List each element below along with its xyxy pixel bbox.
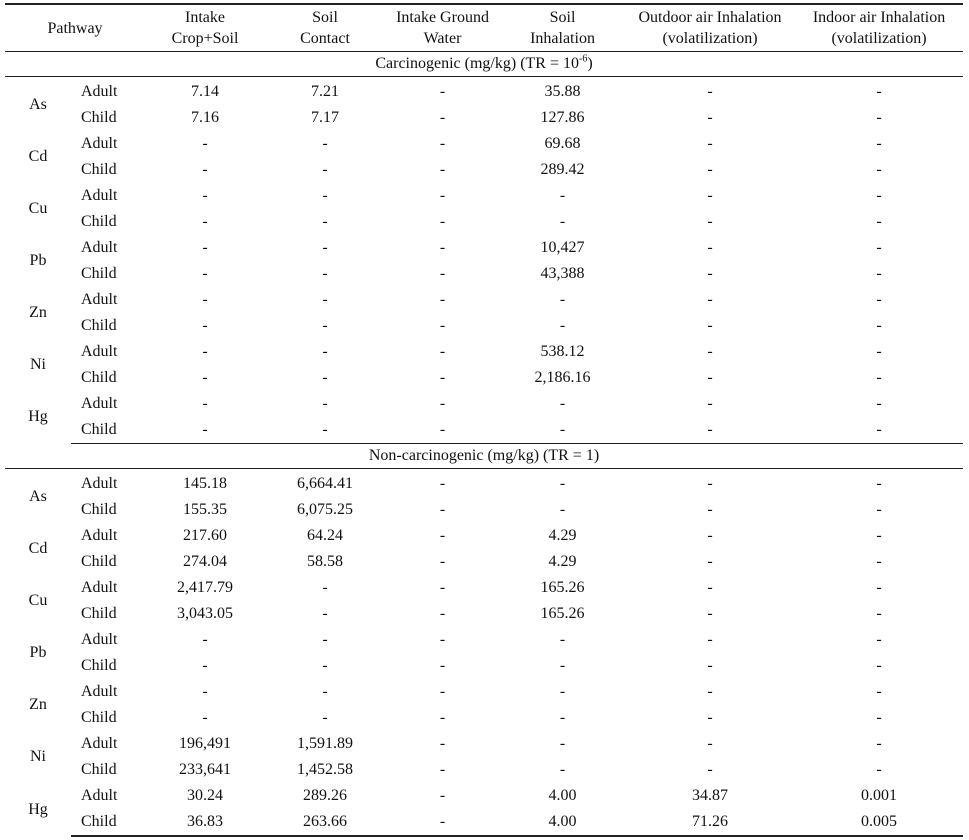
value-cell: -: [439, 527, 446, 544]
value-cell: -: [707, 187, 713, 204]
value-cell: 4.00: [500, 809, 625, 836]
value-cell: -: [439, 239, 446, 256]
value-cell: -: [322, 239, 328, 256]
value-cell: 36.83: [145, 809, 265, 836]
table-row: [5, 601, 963, 627]
value-cell: -: [439, 109, 446, 126]
value-cell: 217.60: [183, 527, 228, 544]
metal-label: Ni: [30, 356, 46, 373]
age-group-label: Child: [71, 809, 145, 836]
value-cell: -: [439, 83, 446, 100]
value-cell: -: [707, 109, 713, 126]
age-group-label: Adult: [81, 475, 118, 492]
table-row: [5, 391, 963, 417]
age-group-label: Child: [81, 761, 117, 778]
value-cell: -: [322, 605, 328, 622]
value-cell: -: [439, 657, 446, 674]
header-indoor-air-inhalation: [795, 4, 963, 52]
value-cell: -: [559, 213, 566, 230]
value-cell: -: [707, 291, 713, 308]
metal-label: Pb: [29, 644, 47, 661]
table-row: [5, 757, 963, 783]
table-row: [5, 209, 963, 235]
value-cell: -: [876, 135, 882, 152]
value-cell: -: [707, 553, 713, 570]
risk-concentration-table: [5, 3, 963, 837]
value-cell: -: [876, 631, 882, 648]
value-cell: -: [707, 135, 713, 152]
value-cell: -: [876, 605, 882, 622]
section-title-superscript: -6: [578, 53, 588, 65]
value-cell: 0.001: [861, 787, 898, 804]
value-cell: 165.26: [540, 579, 585, 596]
value-cell: -: [559, 291, 566, 308]
table-row: [5, 77, 963, 106]
value-cell: -: [322, 161, 328, 178]
value-cell: 1,591.89: [297, 735, 354, 752]
value-cell: -: [202, 317, 208, 334]
value-cell: -: [559, 187, 566, 204]
value-cell: -: [707, 579, 713, 596]
metal-label: Cu: [28, 200, 48, 217]
metal-label: Zn: [29, 696, 47, 713]
value-cell: 196,491: [179, 735, 232, 752]
value-cell: -: [322, 683, 328, 700]
value-cell: -: [707, 683, 713, 700]
section-header-row: [5, 52, 963, 77]
value-cell: 58.58: [307, 553, 344, 570]
value-cell: -: [707, 239, 713, 256]
value-cell: -: [202, 343, 208, 360]
header-line1: Indoor air Inhalation: [812, 9, 946, 26]
value-cell: -: [202, 291, 208, 308]
value-cell: 7.14: [191, 83, 220, 100]
value-cell: -: [439, 187, 446, 204]
table-header: [5, 4, 963, 52]
table-row: [5, 653, 963, 679]
value-cell: 30.24: [187, 787, 224, 804]
age-group-label: Child: [71, 417, 145, 444]
section-title-suffix: ): [587, 55, 593, 72]
section-title: [5, 444, 963, 469]
value-cell: -: [707, 657, 713, 674]
value-cell: 2,186.16: [534, 369, 591, 386]
value-cell: -: [145, 417, 265, 444]
value-cell: -: [559, 317, 566, 334]
value-cell: -: [322, 187, 328, 204]
value-cell: -: [707, 501, 713, 518]
value-cell: -: [322, 291, 328, 308]
value-cell: -: [876, 761, 882, 778]
value-cell: -: [876, 553, 882, 570]
value-cell: -: [202, 631, 208, 648]
value-cell: -: [876, 291, 882, 308]
value-cell: -: [439, 135, 446, 152]
age-group-label: Child: [81, 369, 117, 386]
value-cell: -: [559, 735, 566, 752]
section-header-row: [5, 444, 963, 469]
value-cell: 7.16: [191, 109, 220, 126]
table-row: [5, 105, 963, 131]
value-cell: -: [559, 709, 566, 726]
value-cell: 538.12: [540, 343, 585, 360]
age-group-label: Adult: [81, 683, 118, 700]
header-line2: Crop+Soil: [171, 30, 239, 47]
value-cell: -: [707, 83, 713, 100]
value-cell: -: [876, 239, 882, 256]
value-cell: -: [707, 343, 713, 360]
age-group-label: Child: [81, 553, 117, 570]
value-cell: 3,043.05: [177, 605, 234, 622]
header-outdoor-air-inhalation: [625, 4, 795, 52]
header-line1: Intake: [185, 9, 225, 26]
age-group-label: Child: [81, 317, 117, 334]
value-cell: -: [439, 553, 446, 570]
table-row: [5, 679, 963, 705]
value-cell: -: [322, 631, 328, 648]
header-line1: Intake Ground: [396, 9, 489, 26]
age-group-label: Adult: [81, 579, 118, 596]
age-group-label: Child: [81, 501, 117, 518]
value-cell: -: [439, 317, 446, 334]
value-cell: -: [559, 501, 566, 518]
value-cell: 233,641: [179, 761, 232, 778]
value-cell: -: [439, 501, 446, 518]
value-cell: -: [876, 187, 882, 204]
header-line2: (volatilization): [662, 30, 758, 47]
value-cell: -: [439, 605, 446, 622]
age-group-label: Adult: [81, 239, 118, 256]
value-cell: -: [322, 343, 328, 360]
value-cell: -: [707, 475, 713, 492]
value-cell: -: [876, 161, 882, 178]
header-intake-crop-soil: [145, 4, 265, 52]
value-cell: -: [202, 395, 208, 412]
value-cell: -: [202, 369, 208, 386]
value-cell: -: [439, 291, 446, 308]
value-cell: 0.005: [795, 809, 963, 836]
value-cell: -: [322, 135, 328, 152]
table-row: [5, 731, 963, 757]
value-cell: -: [500, 417, 625, 444]
table-body: [5, 52, 963, 837]
value-cell: 289.26: [303, 787, 348, 804]
value-cell: -: [439, 475, 446, 492]
value-cell: -: [559, 761, 566, 778]
section-title: [5, 52, 963, 77]
header-line2: Inhalation: [530, 30, 595, 47]
value-cell: -: [202, 135, 208, 152]
value-cell: 7.21: [311, 83, 340, 100]
value-cell: 43,388: [540, 265, 585, 282]
value-cell: -: [876, 657, 882, 674]
header-line2: Contact: [300, 30, 350, 47]
value-cell: -: [876, 317, 882, 334]
table-row: [5, 365, 963, 391]
value-cell: -: [876, 343, 882, 360]
header-line2: Water: [423, 30, 462, 47]
value-cell: -: [876, 735, 882, 752]
table-row: [5, 183, 963, 209]
value-cell: -: [439, 265, 446, 282]
value-cell: -: [876, 213, 882, 230]
value-cell: 127.86: [540, 109, 585, 126]
value-cell: 4.00: [548, 787, 577, 804]
value-cell: -: [202, 161, 208, 178]
table-row: [5, 131, 963, 157]
value-cell: -: [322, 579, 328, 596]
table-row: [5, 157, 963, 183]
value-cell: -: [322, 369, 328, 386]
header-line1: Outdoor air Inhalation: [638, 9, 782, 26]
value-cell: -: [795, 417, 963, 444]
metal-label: Cd: [28, 148, 48, 165]
metal-label: Hg: [28, 408, 48, 426]
metal-label: Cu: [28, 592, 48, 609]
metal-label: Pb: [29, 252, 47, 269]
age-group-label: Adult: [81, 291, 118, 308]
table-row: [5, 417, 963, 444]
value-cell: -: [707, 317, 713, 334]
value-cell: -: [385, 809, 500, 836]
value-cell: -: [439, 579, 446, 596]
value-cell: -: [559, 683, 566, 700]
value-cell: -: [202, 265, 208, 282]
value-cell: 6,075.25: [297, 501, 354, 518]
value-cell: -: [707, 213, 713, 230]
value-cell: 1,452.58: [297, 761, 354, 778]
value-cell: -: [876, 579, 882, 596]
age-group-label: Child: [81, 109, 117, 126]
age-group-label: Adult: [81, 735, 118, 752]
value-cell: 10,427: [540, 239, 585, 256]
header-pathway: [5, 4, 145, 52]
value-cell: 35.88: [544, 83, 581, 100]
value-cell: 165.26: [540, 605, 585, 622]
value-cell: -: [876, 683, 882, 700]
table-row: [5, 523, 963, 549]
value-cell: 7.17: [311, 109, 340, 126]
value-cell: -: [202, 683, 208, 700]
table-row: [5, 575, 963, 601]
value-cell: -: [439, 735, 446, 752]
value-cell: -: [707, 709, 713, 726]
value-cell: 4.29: [548, 527, 577, 544]
metal-label: Cd: [28, 540, 48, 557]
table-row: [5, 497, 963, 523]
table-row: [5, 261, 963, 287]
age-group-label: Adult: [81, 631, 118, 648]
header-soil-contact: [265, 4, 385, 52]
value-cell: 274.04: [183, 553, 228, 570]
age-group-label: Adult: [81, 395, 118, 412]
value-cell: -: [439, 161, 446, 178]
header-line2: (volatilization): [831, 30, 927, 47]
value-cell: -: [707, 631, 713, 648]
table-row: [5, 235, 963, 261]
section-title-text: Non-carcinogenic (mg/kg) (TR = 1): [368, 447, 600, 464]
value-cell: -: [707, 527, 713, 544]
value-cell: -: [876, 265, 882, 282]
value-cell: -: [322, 395, 328, 412]
age-group-label: Adult: [81, 187, 118, 204]
value-cell: -: [202, 709, 208, 726]
value-cell: -: [265, 417, 385, 444]
age-group-label: Adult: [81, 83, 118, 100]
value-cell: -: [439, 683, 446, 700]
value-cell: -: [385, 417, 500, 444]
value-cell: -: [439, 369, 446, 386]
table-row: [5, 313, 963, 339]
metal-label: As: [29, 488, 47, 505]
value-cell: -: [322, 317, 328, 334]
value-cell: 34.87: [692, 787, 729, 804]
value-cell: -: [707, 265, 713, 282]
metal-label: As: [29, 96, 47, 113]
value-cell: -: [876, 475, 882, 492]
value-cell: -: [876, 501, 882, 518]
value-cell: -: [322, 213, 328, 230]
value-cell: -: [707, 395, 713, 412]
value-cell: -: [876, 527, 882, 544]
value-cell: -: [439, 787, 446, 804]
metal-label: Ni: [30, 748, 46, 765]
value-cell: -: [202, 213, 208, 230]
value-cell: 4.29: [548, 553, 577, 570]
value-cell: -: [707, 605, 713, 622]
value-cell: 145.18: [183, 475, 228, 492]
metal-label: Zn: [29, 304, 47, 321]
table-row: [5, 469, 963, 498]
table-row: [5, 783, 963, 809]
value-cell: -: [439, 395, 446, 412]
value-cell: -: [322, 709, 328, 726]
value-cell: 155.35: [183, 501, 228, 518]
table-row: [5, 705, 963, 731]
value-cell: -: [559, 657, 566, 674]
value-cell: 2,417.79: [177, 579, 234, 596]
table-row: [5, 627, 963, 653]
value-cell: -: [559, 475, 566, 492]
age-group-label: Adult: [81, 135, 118, 152]
header-soil-inhalation: [500, 4, 625, 52]
value-cell: -: [876, 109, 882, 126]
value-cell: -: [876, 709, 882, 726]
age-group-label: Adult: [81, 787, 118, 804]
value-cell: -: [707, 369, 713, 386]
age-group-label: Adult: [81, 527, 118, 544]
section-title-text: Carcinogenic (mg/kg) (TR = 10: [375, 55, 579, 72]
value-cell: 6,664.41: [297, 475, 354, 492]
value-cell: 69.68: [544, 135, 581, 152]
age-group-label: Child: [81, 709, 117, 726]
value-cell: -: [876, 369, 882, 386]
value-cell: -: [707, 761, 713, 778]
age-group-label: Child: [81, 657, 117, 674]
value-cell: -: [439, 343, 446, 360]
table-row: [5, 339, 963, 365]
value-cell: -: [876, 83, 882, 100]
value-cell: -: [202, 239, 208, 256]
table-row: [5, 287, 963, 313]
value-cell: 71.26: [625, 809, 795, 836]
metal-label: Hg: [28, 800, 48, 818]
header-line1: Soil: [549, 9, 576, 26]
value-cell: -: [322, 265, 328, 282]
value-cell: -: [202, 657, 208, 674]
value-cell: -: [439, 213, 446, 230]
value-cell: -: [707, 735, 713, 752]
header-pathway-label: Pathway: [47, 19, 103, 37]
value-cell: -: [439, 709, 446, 726]
value-cell: 64.24: [307, 527, 344, 544]
age-group-label: Adult: [81, 343, 118, 360]
value-cell: 289.42: [540, 161, 585, 178]
value-cell: -: [439, 631, 446, 648]
value-cell: -: [202, 187, 208, 204]
table-row: [5, 809, 963, 836]
header-intake-ground-water: [385, 4, 500, 52]
age-group-label: Child: [81, 605, 117, 622]
value-cell: -: [322, 657, 328, 674]
value-cell: -: [559, 631, 566, 648]
value-cell: -: [559, 395, 566, 412]
age-group-label: Child: [81, 213, 117, 230]
value-cell: -: [439, 761, 446, 778]
age-group-label: Child: [81, 161, 117, 178]
header-line1: Soil: [312, 9, 338, 26]
value-cell: -: [625, 417, 795, 444]
value-cell: -: [707, 161, 713, 178]
value-cell: -: [876, 395, 882, 412]
table-row: [5, 549, 963, 575]
age-group-label: Child: [81, 265, 117, 282]
value-cell: 263.66: [265, 809, 385, 836]
